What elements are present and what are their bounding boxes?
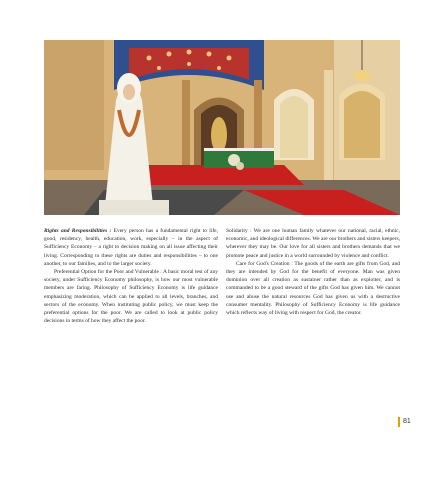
page-number: 81 bbox=[403, 418, 411, 425]
church-interior-illustration bbox=[44, 40, 400, 215]
rights-and-responsibilities-heading: Rights and Responsibilities : bbox=[44, 228, 112, 234]
church-interior-photo bbox=[44, 40, 400, 215]
right-text-column bbox=[226, 227, 400, 317]
page-number-accent-bar bbox=[398, 417, 400, 427]
left-text-column bbox=[44, 227, 218, 325]
rights-and-responsibilities-paragraph bbox=[44, 227, 218, 268]
solidarity-paragraph: Solidarity : We are one human family whatever our national, racial, ethnic, economic, and ideological differences. We are our brothers and sisters keepers, wherever they may be. Our love for all sisters and brothers demands that we promote peace and justice in a world surrounded by violence and conflict. bbox=[226, 228, 400, 259]
rights-and-responsibilities-text: Every person has a fundamental right to life, good, residency, health, education, work, especially – in the aspect of Sufficiency Economy – a right to decision making on all issue affecting their living. Corresponding to these rights are duties and responsibilities – to one another, to our families, and to the larger society. bbox=[44, 228, 219, 267]
care-for-creation-paragraph: Care for God's Creation : The goods of the earth are gifts from God, and they are intended by God for the benefit of everyone. Man was given dominion over all creation as sustainer rather than as exploiter, and is commanded to be a good steward of the gifts God has given him. We cannot use and abuse the natural resources God has given us with a destructive consumer mentality. Philosophy of Sufficiency Economy is life guidance which reflects way of living with respect for God, the creator. bbox=[226, 260, 400, 317]
preferential-option-paragraph: Preferential Option for the Poor and Vulnerable : A basic moral test of any society, under Sufficiency Economy philosophy, is how our most vulnerable members are faring. Philosophy of Sufficiency Economy is life guidance emphasizing moderation, which can be applied to all levels, branches, and sectors of the economy. When instituting public policy, we must keep the preferential options for the poor. We are called to look at public policy decisions in terms of how they affect the poor. bbox=[44, 269, 218, 325]
